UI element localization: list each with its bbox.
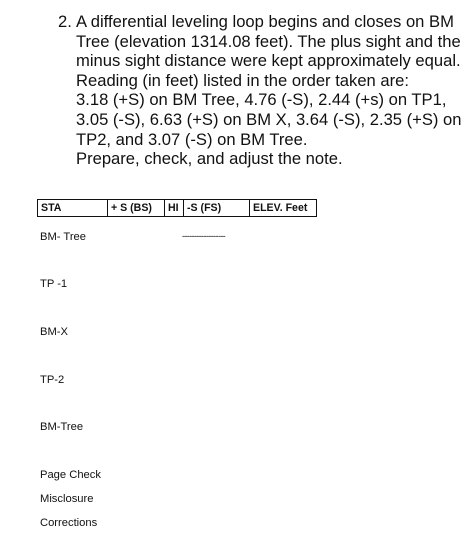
station-label: BM-X [40, 326, 68, 338]
level-note-table [37, 199, 317, 217]
problem-statement [58, 12, 470, 169]
problem-text [76, 12, 470, 169]
problem-line: Tree (elevation 1314.08 feet). The plus sight and the [76, 31, 461, 51]
page-check-label: Page Check [40, 469, 101, 481]
station-label: TP -1 [40, 278, 68, 290]
station-label: BM- Tree [40, 231, 87, 243]
problem-line: minus sight distance were kept approximately equal. [76, 51, 461, 71]
problem-line: A differential leveling loop begins and closes on BM [76, 12, 454, 31]
problem-line: Reading (in feet) listed in the order taken are: [76, 70, 409, 90]
table-header-row [38, 200, 317, 217]
problem-line: Prepare, check, and adjust the note. [76, 149, 343, 169]
problem-line: 3.18 (+S) on BM Tree, 4.76 (-S), 2.44 (+s) on TP1, [76, 90, 447, 110]
station-label: BM-Tree [40, 421, 84, 433]
corrections-label: Corrections [40, 517, 98, 529]
header-sta: STA [38, 200, 108, 217]
problem-number: 2. [58, 12, 72, 31]
station-label: TP-2 [40, 374, 65, 386]
header-elevation: ELEV. Feet [250, 200, 317, 217]
header-hi: HI [165, 200, 184, 217]
problem-line: 3.05 (-S), 6.63 (+S) on BM X, 3.64 (-S), 2.35 (+S) on [76, 109, 462, 129]
elevation-blank-line: ------------------ [182, 231, 226, 241]
misclosure-label: Misclosure [40, 493, 94, 505]
header-minus-sight: -S (FS) [184, 200, 250, 217]
problem-line: TP2, and 3.07 (-S) on BM Tree. [76, 129, 308, 149]
header-plus-sight: + S (BS) [108, 200, 165, 217]
